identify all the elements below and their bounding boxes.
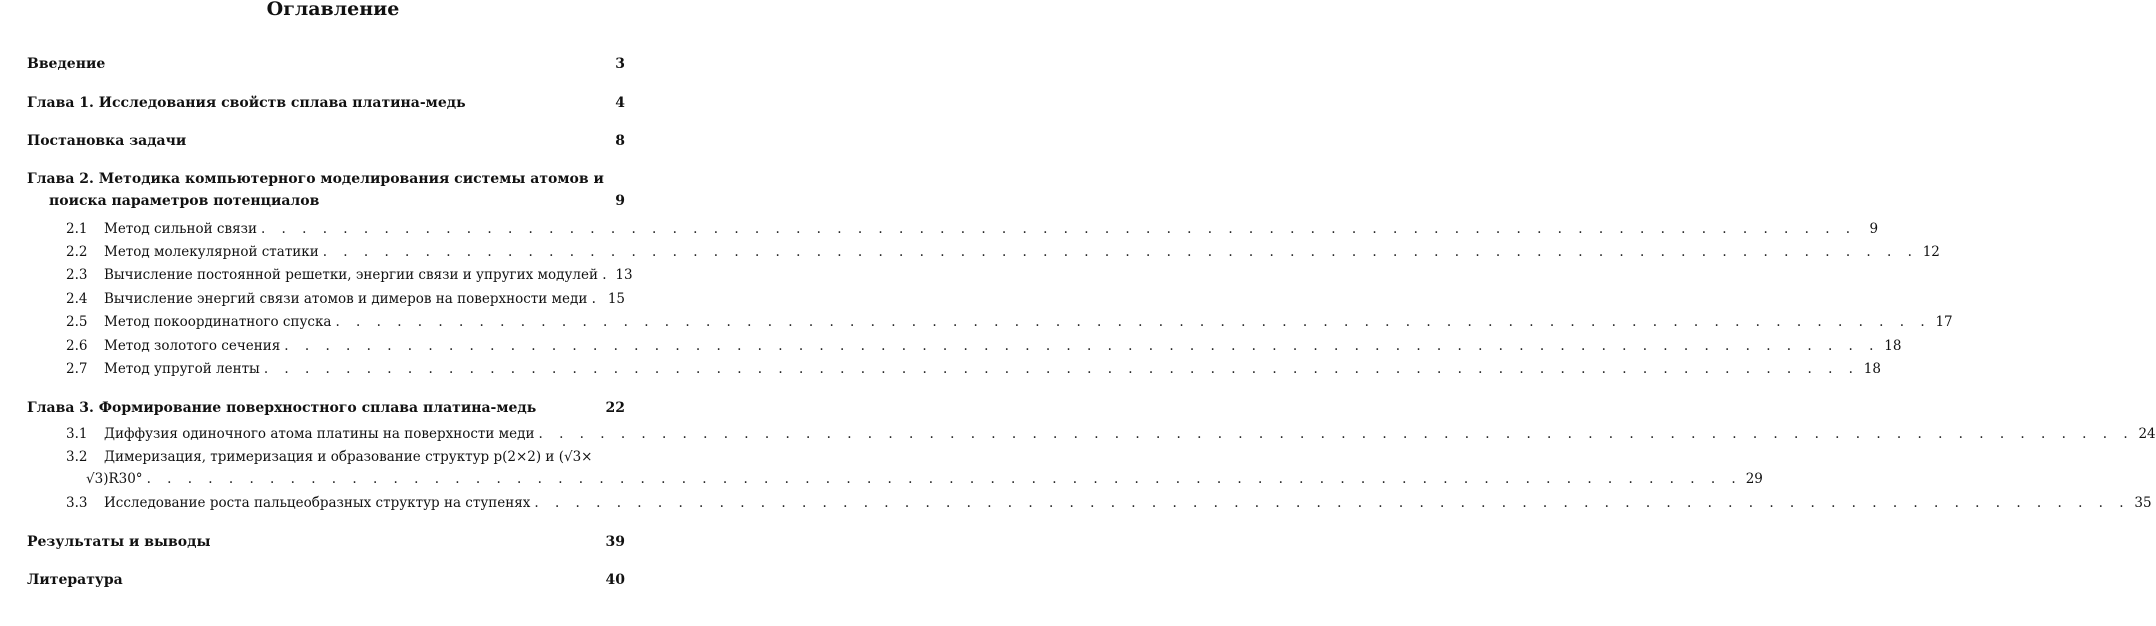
- toc-section-2-1[interactable]: [66, 221, 1879, 237]
- leader-dots: . . . . . . . . . . . . . . . . . . . . . . . . . . . . . . . . . . . . . . . . . . . . . . . . . . . . . . . . . . . . . . . . . . . . . . . . . . . . . .: [263, 361, 1859, 377]
- section-page: 17: [1935, 314, 1953, 330]
- section-number: 2.5: [66, 314, 88, 330]
- section-page: 35: [2134, 495, 2152, 511]
- leader-dots: . . . . . . . . . . . . . . . . . . . . . . . . . . . . . . . . . . . . . . . . . . . . . . . . . . . . . . . . . . . . . . . . . . . . . . . . . . . . . .: [322, 244, 1918, 260]
- section-number: 2.4: [66, 291, 88, 307]
- section-label: Метод сильной связи: [104, 221, 257, 237]
- toc-entry-label: Глава 1. Исследования свойств сплава платина-медь: [27, 95, 466, 111]
- section-label: Метод золотого сечения: [104, 338, 281, 354]
- toc-entry-chapter-3[interactable]: [27, 400, 625, 416]
- toc-entry-page: 9: [615, 193, 625, 209]
- section-label: Метод молекулярной статики: [104, 244, 319, 260]
- toc-entry-page: 39: [605, 534, 625, 550]
- section-label-line1: Димеризация, тримеризация и образование структур p(2×2) и (√3×: [104, 449, 593, 465]
- section-number: 3.2: [66, 449, 88, 465]
- toc-section-2-4[interactable]: [66, 291, 625, 307]
- section-number: 2.2: [66, 244, 88, 260]
- section-label: Вычисление постоянной решетки, энергии связи и упругих модулей .: [104, 267, 607, 283]
- toc-entry-page: 40: [605, 572, 625, 588]
- toc-section-2-6[interactable]: [66, 338, 1902, 354]
- toc-section-3-2[interactable]: [66, 449, 1763, 487]
- toc-entry-label: Литература: [27, 572, 123, 588]
- toc-entry-problem-statement[interactable]: [27, 133, 625, 149]
- toc-entry-results[interactable]: [27, 534, 625, 550]
- toc-entry-label: Глава 3. Формирование поверхностного сплава платина-медь: [27, 400, 537, 416]
- leader-dots: . . . . . . . . . . . . . . . . . . . . . . . . . . . . . . . . . . . . . . . . . . . . . . . . . . . . . . . . . . . . . . . . . . . . . . . . . . . . . .: [335, 314, 1931, 330]
- section-number: 2.3: [66, 267, 88, 283]
- toc-entry-page: 4: [615, 95, 625, 111]
- section-page: 13: [615, 267, 633, 283]
- leader-dots: . . . . . . . . . . . . . . . . . . . . . . . . . . . . . . . . . . . . . . . . . . . . . . . . . . . . . . . . . . . . . . . . . . . . . . . . . . . . . .: [260, 221, 1857, 237]
- section-page: 15: [607, 291, 625, 307]
- section-number: 3.3: [66, 495, 88, 511]
- toc-section-2-5[interactable]: [66, 314, 1953, 330]
- toc-section-2-3[interactable]: [66, 267, 633, 283]
- toc-entry-chapter-1[interactable]: [27, 95, 625, 111]
- section-label: Исследование роста пальцеобразных структур на ступенях: [104, 495, 531, 511]
- leader-dots: . . . . . . . . . . . . . . . . . . . . . . . . . . . . . . . . . . . . . . . . . . . . . . . . . . . . . . . . . . . . . . . . . . . . . . . . . . . . . .: [284, 338, 1880, 354]
- section-page: 18: [1884, 338, 1902, 354]
- toc-entry-page: 3: [615, 56, 625, 72]
- section-number: 2.6: [66, 338, 88, 354]
- leader-dots: . . . . . . . . . . . . . . . . . . . . . . . . . . . . . . . . . . . . . . . . . . . . . . . . . . . . . . . . . . . . . . . . . . . . . . . . . . . . . .: [538, 426, 2134, 442]
- section-number: 3.1: [66, 426, 88, 442]
- page-title: Оглавление: [266, 0, 400, 20]
- leader-dots: . . . . . . . . . . . . . . . . . . . . . . . . . . . . . . . . . . . . . . . . . . . . . . . . . . . . . . . . . . . . . . . . . . . . . . . . . . . . . .: [534, 495, 2130, 511]
- toc-entry-label: Введение: [27, 56, 106, 72]
- toc-entry-chapter-2[interactable]: [27, 168, 625, 212]
- toc-section-3-3[interactable]: [66, 495, 2152, 511]
- toc-entry-page: 8: [615, 133, 625, 149]
- section-label: Метод покоординатного спуска: [104, 314, 332, 330]
- section-label: Метод упругой ленты: [104, 361, 260, 377]
- toc-entry-literature[interactable]: [27, 572, 625, 588]
- section-number: 2.7: [66, 361, 88, 377]
- leader-dots: . . . . . . . . . . . . . . . . . . . . . . . . . . . . . . . . . . . . . . . . . . . . . . . . . . . . . . . . . . . . . . . . . . . . . . . . . . . . . .: [146, 471, 1742, 487]
- section-label: Диффузия одиночного атома платины на поверхности меди: [104, 426, 535, 442]
- section-page: 29: [1745, 471, 1763, 487]
- toc-entry-label: Постановка задачи: [27, 133, 187, 149]
- section-number: 2.1: [66, 221, 88, 237]
- toc-entry-page: 22: [605, 400, 625, 416]
- toc-entry-label-line1: Глава 2. Методика компьютерного моделирования системы атомов и: [27, 171, 604, 187]
- section-page: 24: [2138, 426, 2156, 442]
- toc-entry-label: Результаты и выводы: [27, 534, 211, 550]
- section-page: 9: [1869, 221, 1879, 237]
- section-label-line2: √3)R30°: [86, 471, 143, 487]
- toc-section-2-7[interactable]: [66, 361, 1881, 377]
- toc-entry-intro[interactable]: [27, 56, 625, 72]
- section-page: 18: [1863, 361, 1881, 377]
- section-label: Вычисление энергий связи атомов и димеров на поверхности меди .: [104, 291, 596, 307]
- toc-section-2-2[interactable]: [66, 244, 1940, 260]
- toc-section-3-1[interactable]: [66, 426, 2156, 442]
- section-page: 12: [1922, 244, 1940, 260]
- toc-entry-label-line2: поиска параметров потенциалов: [49, 193, 320, 209]
